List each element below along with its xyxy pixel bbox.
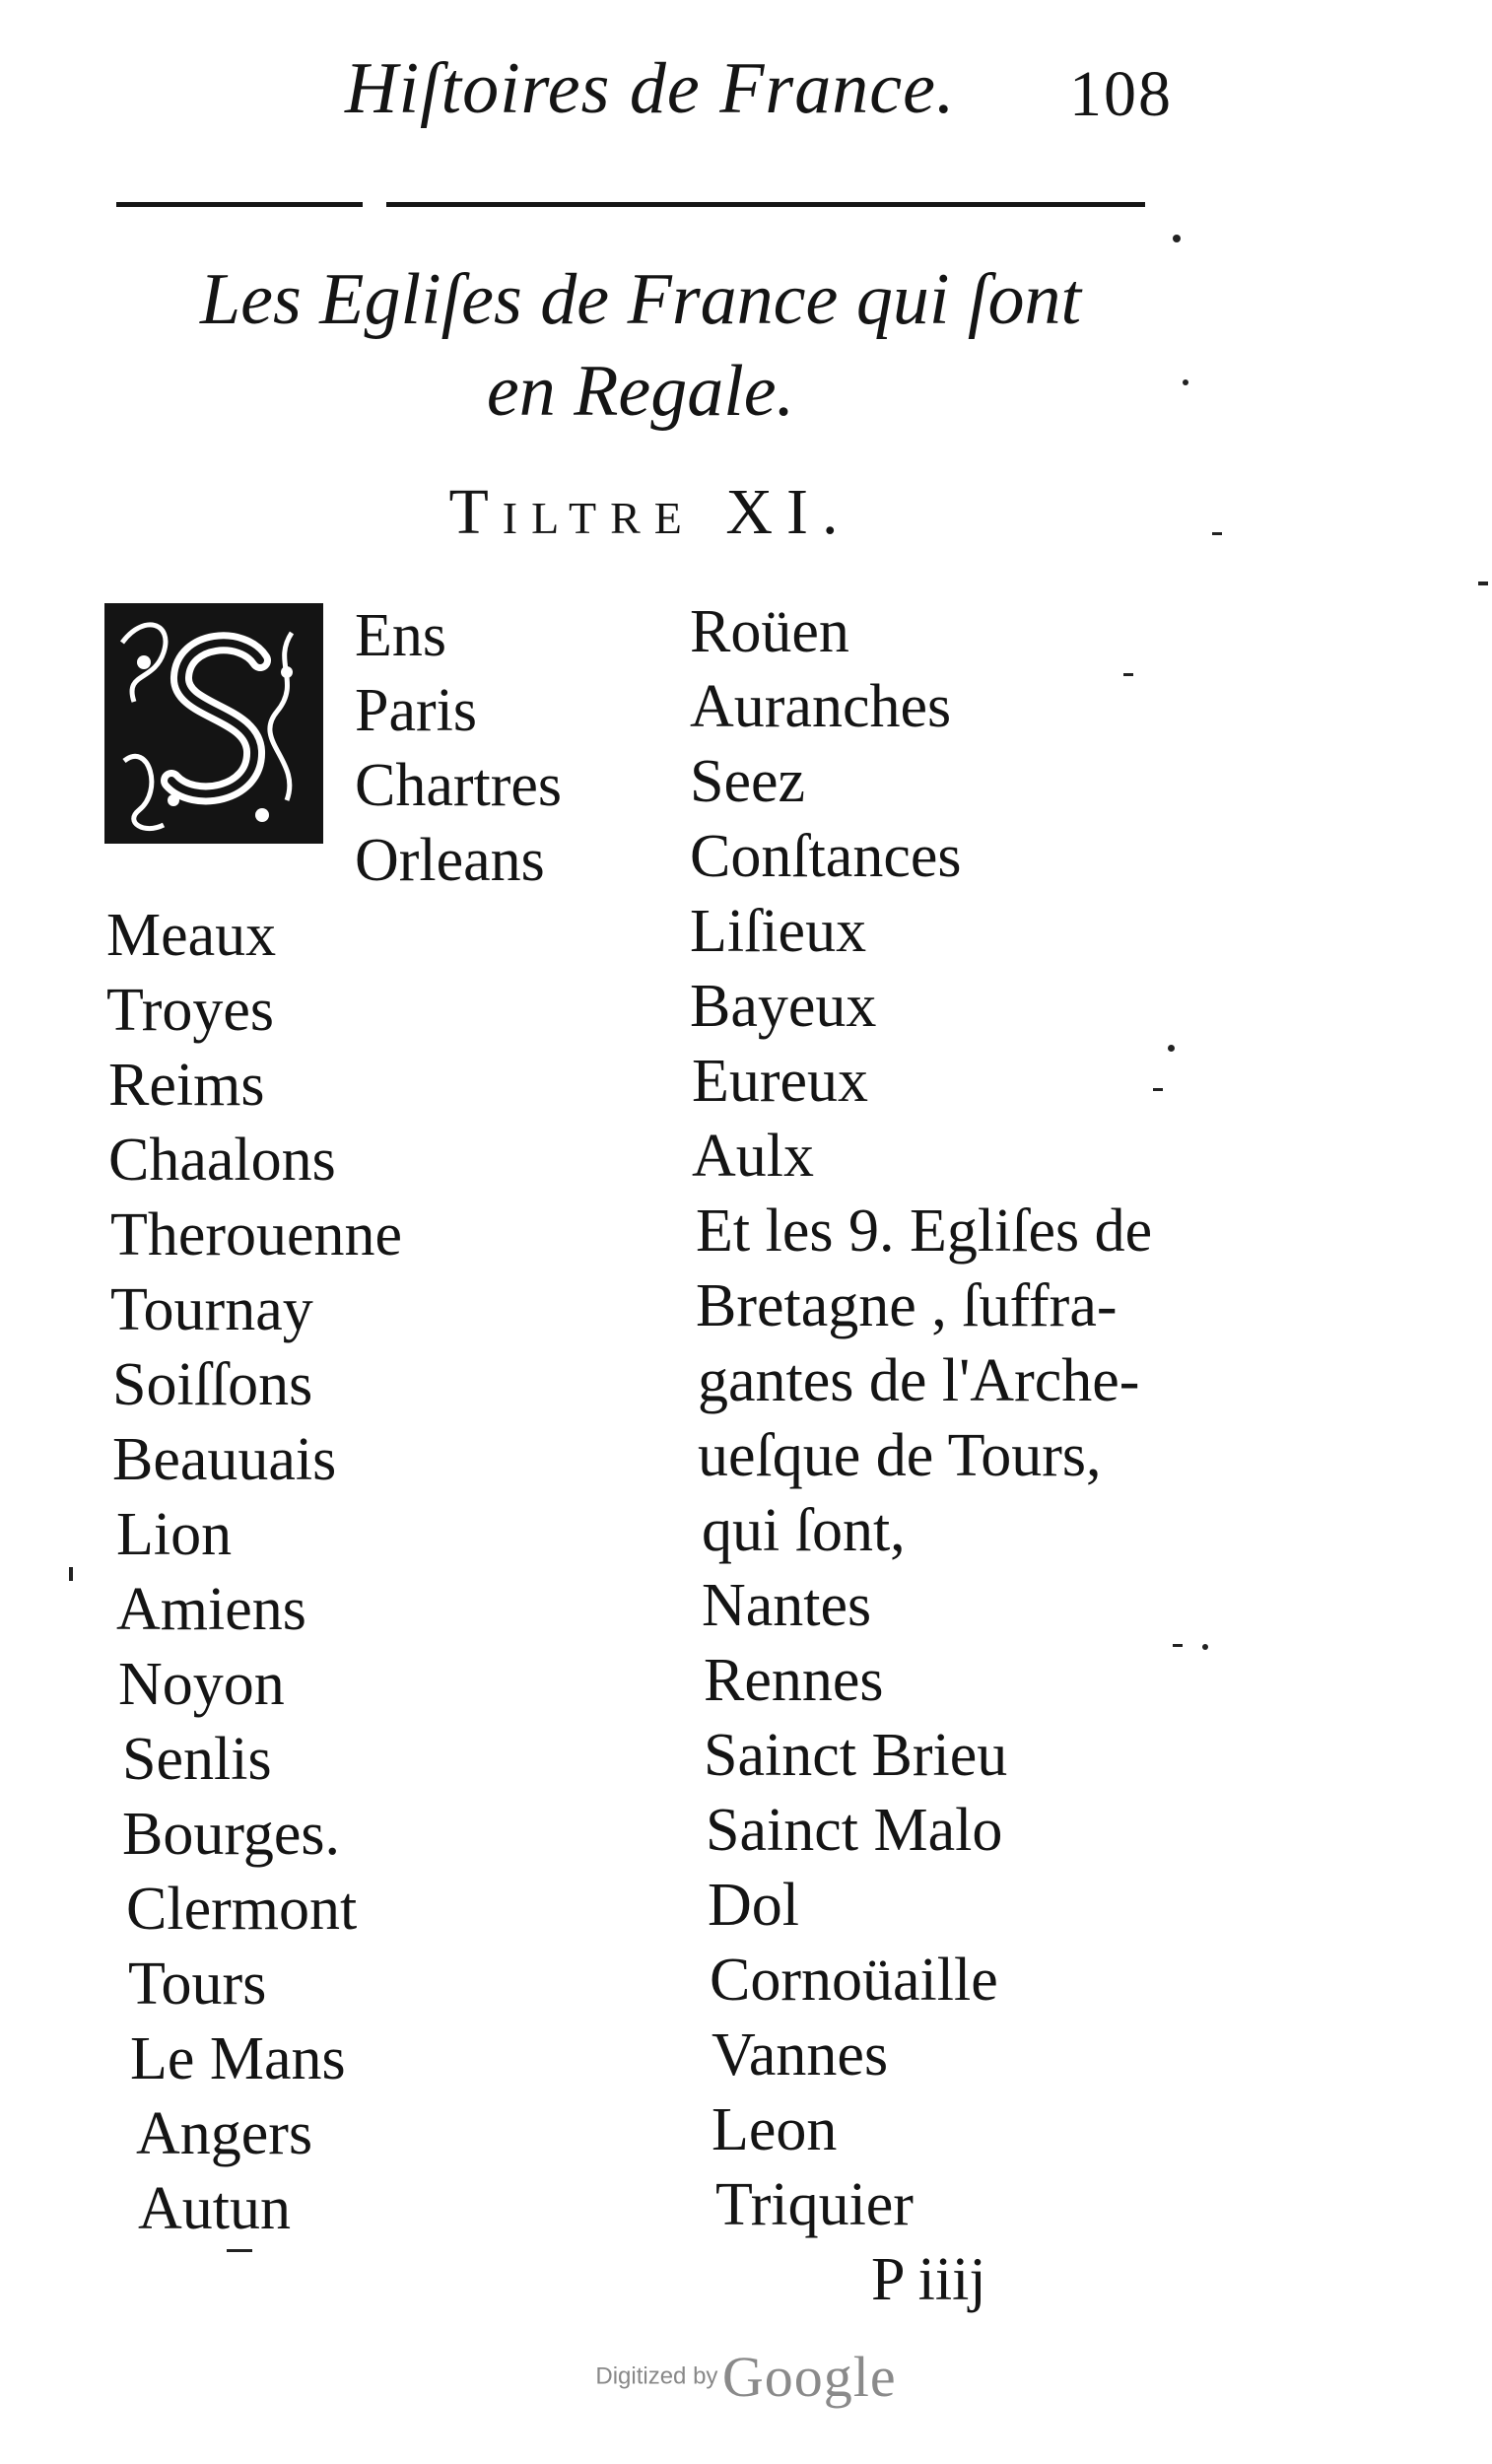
left-column-entry: Tournay xyxy=(110,1276,313,1343)
section-heading: Tiltre XI. xyxy=(448,476,852,548)
left-column-entry: Chartres xyxy=(355,752,563,819)
signature-mark: P iiij xyxy=(871,2246,986,2313)
chapter-title-line-1: Les Egliſes de France qui ſont xyxy=(199,259,1082,340)
right-column-entry: Et les 9. Egliſes de xyxy=(696,1198,1153,1265)
right-column-entry: gantes de l'Arche- xyxy=(698,1347,1140,1414)
right-column-entry: Sainct Malo xyxy=(706,1797,1003,1864)
left-column-entry: Clermont xyxy=(126,1876,358,1943)
right-column-entry: Aulx xyxy=(692,1123,814,1190)
right-column-entry: Dol xyxy=(708,1872,799,1939)
right-column-entry: Seez xyxy=(690,748,806,815)
right-column-entry: Cornoüaille xyxy=(710,1947,998,2014)
header-rule-left xyxy=(116,202,363,207)
digitized-by-label: Digitized by xyxy=(595,2362,718,2390)
scan-speck xyxy=(227,2249,252,2252)
scan-speck xyxy=(1212,532,1222,535)
left-column-entry: Amiens xyxy=(116,1576,306,1643)
right-column-entry: Vannes xyxy=(712,2021,889,2088)
left-column-entry: Meaux xyxy=(106,902,277,969)
left-column-entry: Angers xyxy=(136,2100,313,2167)
left-column-entry: Paris xyxy=(355,677,477,744)
right-column-entry: qui ſont, xyxy=(702,1497,906,1564)
left-column-entry: Beauuais xyxy=(112,1426,337,1493)
left-column-entry: Senlis xyxy=(122,1726,272,1793)
left-column-entry: Bourges. xyxy=(122,1801,341,1868)
right-column-entry: Bayeux xyxy=(690,973,877,1040)
right-column-entry: Rennes xyxy=(704,1647,884,1714)
left-column-entry: Ens xyxy=(355,602,446,669)
header-rule-right xyxy=(386,202,1145,207)
right-column-entry: Leon xyxy=(712,2096,838,2163)
scan-speck xyxy=(1478,582,1488,585)
right-column-entry: Roüen xyxy=(690,598,849,665)
right-column-entry: Liſieux xyxy=(690,898,867,965)
right-column-entry: Triquier xyxy=(715,2171,914,2238)
right-column-entry: Eureux xyxy=(692,1048,869,1115)
left-column-entry: Le Mans xyxy=(130,2025,346,2092)
left-column-entry: Orleans xyxy=(355,827,545,894)
page-number: 108 xyxy=(1069,58,1173,130)
scan-speck xyxy=(1153,1088,1163,1091)
scan-speck xyxy=(1183,379,1188,385)
right-column-entry: Auranches xyxy=(690,673,952,740)
left-column-entry: Autun xyxy=(138,2175,291,2242)
left-column-entry: Tours xyxy=(128,1951,267,2018)
scan-speck xyxy=(1168,1045,1175,1052)
digitization-footer xyxy=(0,2344,1492,2410)
right-column-entry: Bretagne , ſuffra- xyxy=(696,1272,1118,1339)
scan-speck xyxy=(69,1567,73,1581)
google-logo: Google xyxy=(721,2345,897,2409)
left-column-entry: Soiſſons xyxy=(112,1351,313,1418)
right-column-entry: Nantes xyxy=(702,1572,872,1639)
right-column-entry: ueſque de Tours, xyxy=(698,1422,1102,1489)
scan-speck xyxy=(1123,673,1133,676)
right-column-entry: Sainct Brieu xyxy=(704,1722,1008,1789)
left-column-entry: Reims xyxy=(108,1052,265,1119)
drop-cap-ornament-svg xyxy=(104,603,323,844)
right-column-entry: Conſtances xyxy=(690,823,962,890)
chapter-title-line-2: en Regale. xyxy=(486,351,795,432)
left-column-entry: Chaalons xyxy=(108,1127,336,1194)
left-column-entry: Troyes xyxy=(106,977,274,1044)
scan-speck xyxy=(1202,1644,1208,1650)
scan-speck xyxy=(1173,1644,1183,1647)
ornamental-drop-cap-icon xyxy=(104,603,323,844)
left-column-entry: Noyon xyxy=(118,1651,285,1718)
left-column-entry: Lion xyxy=(116,1501,233,1568)
left-column-entry: Therouenne xyxy=(110,1201,403,1268)
scan-speck xyxy=(1173,235,1181,242)
running-title: Hiſtoires de France. xyxy=(345,48,956,129)
